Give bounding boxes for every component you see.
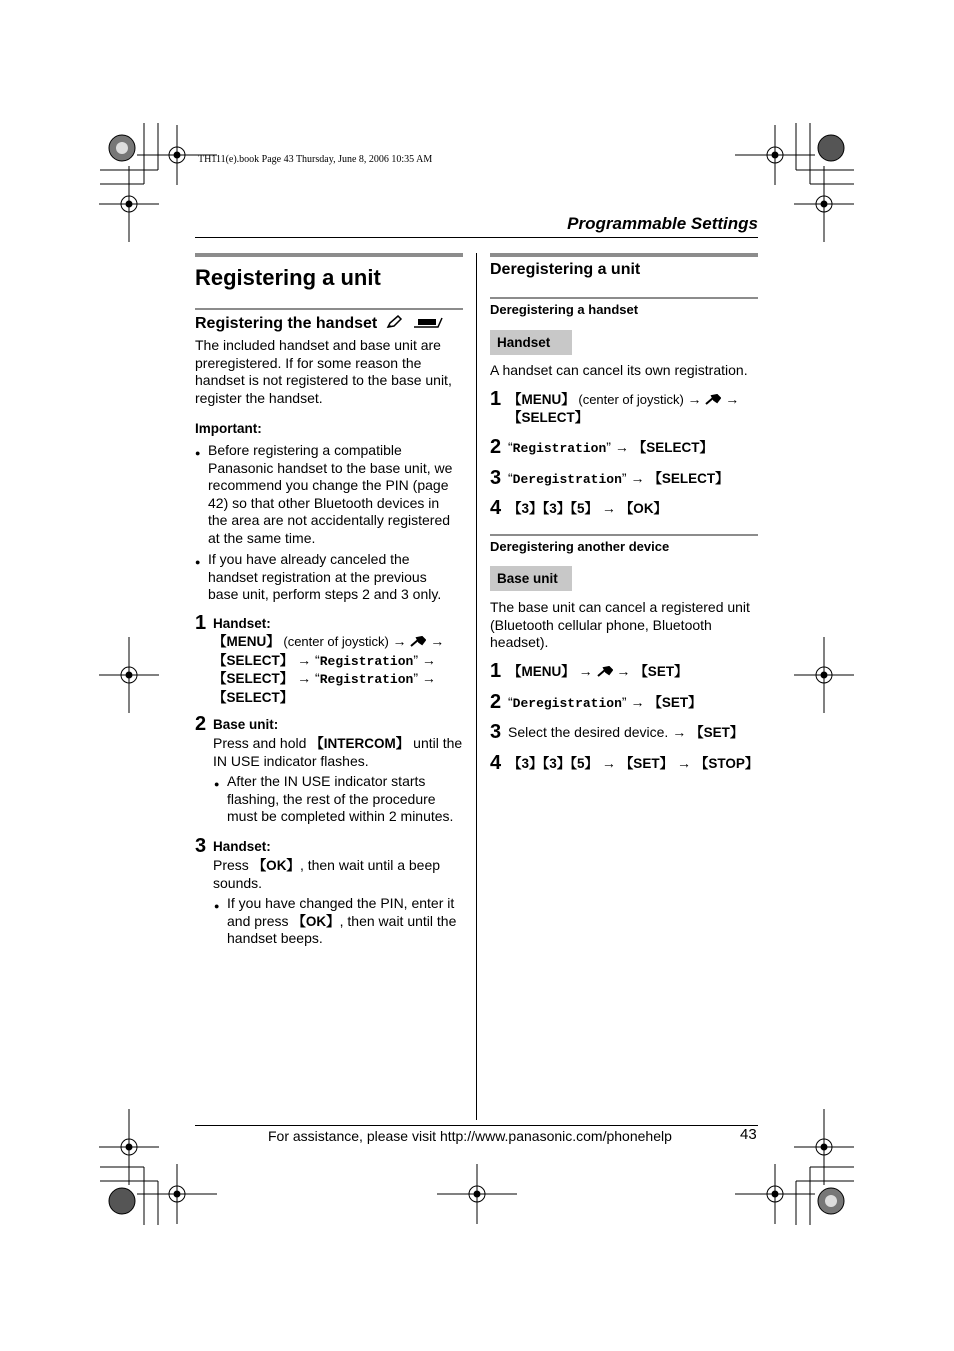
desc-text: A handset can cancel its own registration.: [490, 362, 748, 378]
base-step-1: 【MENU】 → → 【SET】: [508, 663, 688, 679]
title-rule: [195, 253, 463, 257]
step-number: 2: [490, 436, 502, 458]
step-number: 1: [490, 388, 502, 410]
page-title: Registering a unit: [195, 265, 381, 290]
column-divider: [476, 253, 477, 1120]
wrench-icon: [410, 636, 426, 648]
handset-heading: Registering the handset: [195, 315, 444, 333]
step-label: Handset:: [213, 839, 271, 854]
step-number: 1: [490, 660, 502, 682]
step-number: 3: [490, 467, 502, 489]
step-label: Handset:: [213, 616, 271, 631]
step-number: 2: [490, 691, 502, 713]
dereg-step-1: 【MENU】 (center of joystick) → → 【SELECT】: [508, 391, 740, 425]
step-number: 4: [490, 752, 502, 774]
footer-help-link[interactable]: For assistance, please visit http://www.panasonic.com/phonehelp: [268, 1128, 672, 1144]
desc-text: The base unit can cancel a registered unit (Bluetooth cellular phone, Bluetooth headset).: [490, 599, 750, 651]
bullet-item: ● Before registering a compatible Panasonic handset to the base unit, we recommend you change the PIN (page 42) so that other Bluetooth devices in the area are not accidentally registered at the same time.: [208, 442, 468, 548]
dereg-step-3: “Deregistration” → 【SELECT】: [508, 470, 729, 487]
page-number: 43: [740, 1126, 757, 1143]
step-number: 2: [195, 713, 207, 735]
wrench-icon: [705, 394, 721, 406]
step-number: 4: [490, 497, 502, 519]
bullet-item: ● If you have already canceled the handset registration at the previous base unit, perform steps 2 and 3 only.: [208, 551, 468, 604]
header-rule: [195, 237, 758, 238]
dereg-step-2: “Registration” → 【SELECT】: [508, 439, 714, 456]
base-step-2: “Deregistration” → 【SET】: [508, 694, 702, 711]
section-rule: [490, 534, 758, 536]
base-step-4: 【3】【3】【5】 → 【SET】 → 【STOP】: [508, 755, 759, 771]
title-rule: [490, 253, 758, 257]
base-step-3: Select the desired device. → 【SET】: [508, 724, 744, 740]
step-3-instructions: Press 【OK】, then wait until a beep sounds.: [213, 857, 441, 891]
dereg-step-4: 【3】【3】【5】 → 【OK】: [508, 500, 668, 516]
section-title: Programmable Settings: [567, 214, 758, 233]
step-number: 3: [490, 721, 502, 743]
step-label: Base unit:: [213, 717, 279, 732]
print-header: TH111(e).book Page 43 Thursday, June 8, 2006 10:35 AM: [198, 154, 433, 165]
deregister-title: Deregistering a unit: [490, 261, 641, 278]
subheading: Deregistering another device: [490, 539, 670, 554]
section-rule: [490, 297, 758, 299]
step-1-instructions: 【MENU】 (center of joystick) → → 【SELECT】 → “Registration” → 【SELECT】 → “Registration” → 【SELECT】: [213, 633, 445, 705]
footer-rule: [195, 1125, 758, 1126]
handset-icon: [412, 315, 444, 329]
important-label: Important:: [195, 421, 262, 436]
bullet-item: ● After the IN USE indicator starts flashing, the rest of the procedure must be completed within 2 minutes.: [227, 773, 467, 826]
step-2-instructions: Press and hold 【INTERCOM】 until the IN USE indicator flashes.: [213, 735, 463, 769]
base-unit-tag: Base unit: [490, 566, 572, 591]
wrench-icon: [597, 666, 613, 678]
step-number: 1: [195, 612, 207, 634]
subheading: Deregistering a handset: [490, 302, 639, 317]
intro-text: The included handset and base unit are preregistered. If for some reason the handset is not registered to the base unit, register the handset.: [195, 337, 452, 406]
subheading-rule: [195, 308, 463, 310]
handset-tag: Handset: [490, 330, 572, 355]
bullet-item: ● If you have changed the PIN, enter it and press 【OK】, then wait until the handset beeps.: [227, 895, 467, 948]
pencil-icon: [386, 315, 404, 329]
step-number: 3: [195, 835, 207, 857]
